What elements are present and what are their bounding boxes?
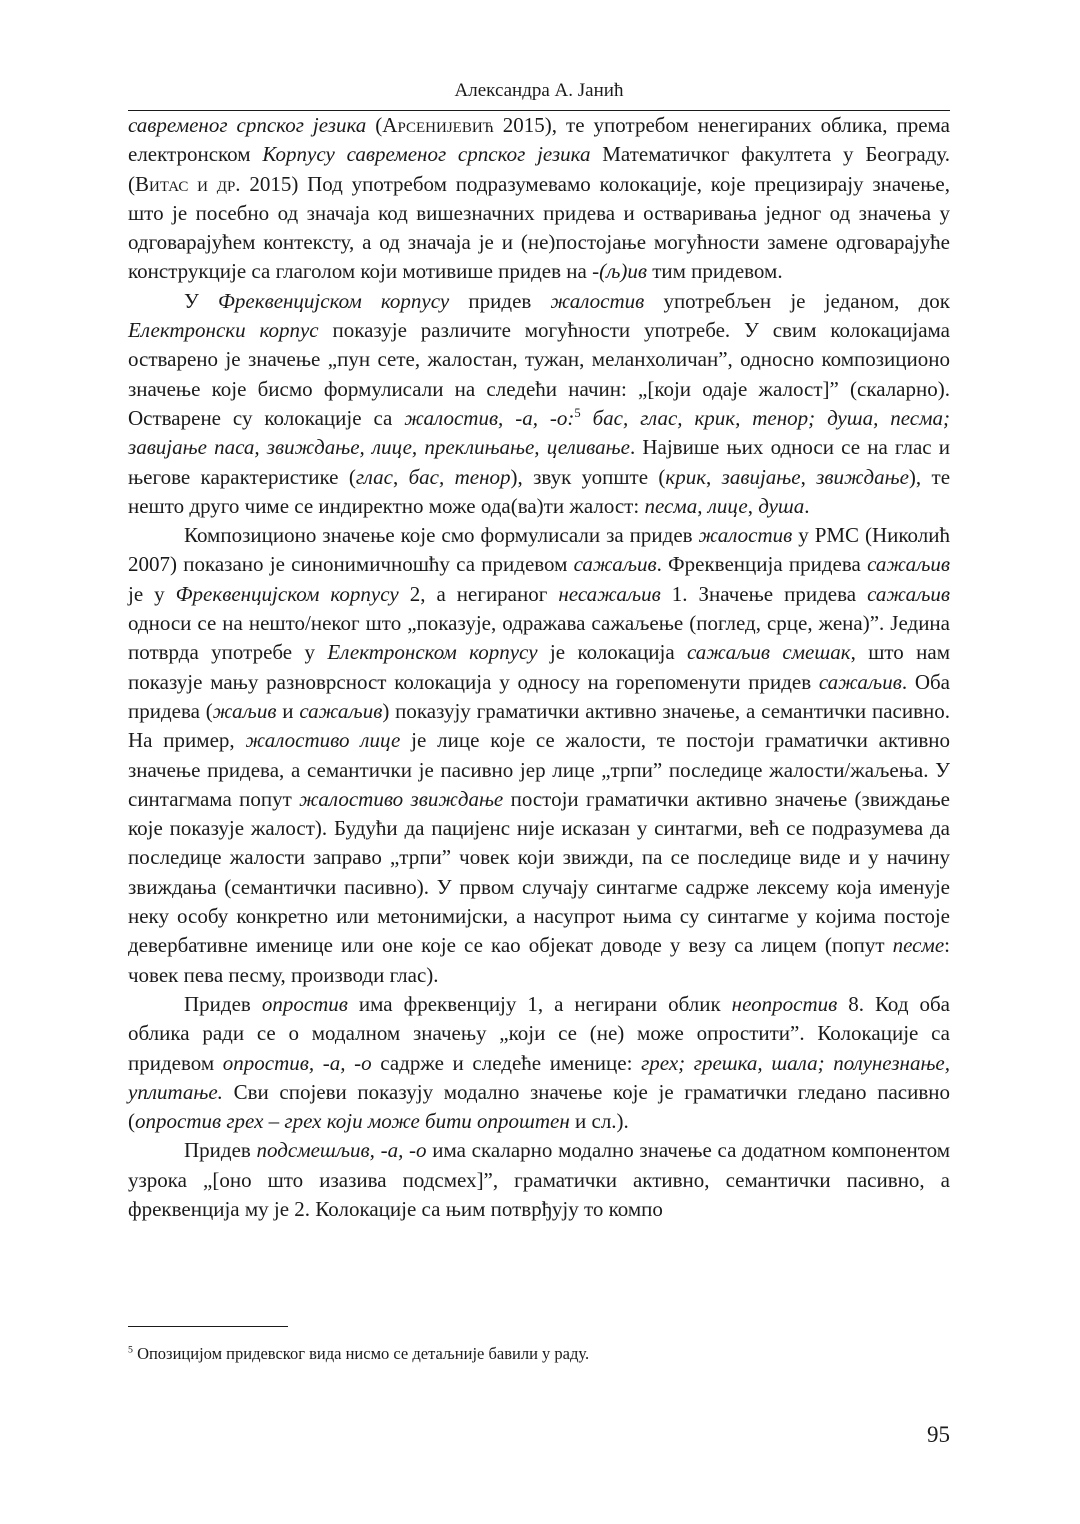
italic-span: жалостиво лице <box>245 728 401 753</box>
italic-span: сажаљив <box>867 552 950 577</box>
text-span: тим придевом. <box>646 259 783 284</box>
italic-span: опростив, -а, -о <box>222 1050 372 1075</box>
italic-span: лице <box>707 493 748 518</box>
italic-span: -(љ)ив <box>592 259 647 284</box>
text-span: Композиционо значење које смо формулисали за придев <box>184 523 699 548</box>
italic-span: грех; грешка, шала; полунезнање, уплитање. <box>128 1050 950 1104</box>
text-span: придев <box>449 288 551 313</box>
italic-span: опростив грех – грех који може бити опроштен <box>135 1109 570 1134</box>
paragraph-5 <box>128 1136 950 1224</box>
text-span: , <box>747 493 759 518</box>
italic-span: опростив <box>261 991 348 1016</box>
author-citation: Витас и др. <box>135 171 241 196</box>
italic-span: песма <box>644 493 698 518</box>
italic-span: завијање <box>721 464 801 489</box>
text-span: 2015), те употребом ненегираних облика, према електронском <box>128 113 950 167</box>
paragraph-2 <box>128 287 950 521</box>
text-span: : човек пева песму, производи глас). <box>128 933 950 987</box>
text-span: . Оба придева ( <box>128 669 950 723</box>
italic-span: подсмешљив, -а, -о <box>256 1138 427 1163</box>
italic-span: душа <box>758 493 805 518</box>
italic-span: сажаљив <box>573 552 657 577</box>
italic-span: Електронском корпусу <box>327 640 538 665</box>
text-span <box>581 406 593 430</box>
text-span: , што нам показује мању разноврсност колокација у односу на горепоменути придев <box>128 640 951 694</box>
text-span: Сви спојеви показују модално значење које је граматички гледано пасивно ( <box>128 1079 950 1134</box>
text-span: је лице које се жалости, те постоји граматички активно значење придева, а семантички је пасивно јер лице „трпи” последице жалости/жаљења. У синтагмама попут <box>128 728 950 811</box>
text-span: , <box>393 464 409 489</box>
paragraph-3 <box>128 521 950 990</box>
italic-span: бас, глас, крик, тенор; душа, песма; завијање паса, звиждање, лице, преклињање, целивање <box>128 405 951 460</box>
italic-span: песме <box>892 933 945 958</box>
italic-span: Фреквенцијском корпусу <box>218 288 450 313</box>
text-span: ), те нешто друго чиме се индиректно може ода(ва)ти жалост: <box>128 464 951 518</box>
text-span: , <box>697 493 708 518</box>
italic-span: неопростив <box>731 991 838 1016</box>
text-span: . Највише њих односи се на глас и његове карактеристике ( <box>128 435 951 489</box>
italic-span: Електронски корпус <box>128 318 319 343</box>
text-span: има скаларно модално значење са додатном компонентом узрока „[оно што изазива подсмех]”, граматички активно, семантички пасивно, а фреквенција му је 2. Колокације са њим потврђују то компо <box>128 1138 951 1221</box>
italic-span: жаљив <box>212 698 277 723</box>
italic-span: Корпусу савременог српског језика <box>262 142 591 167</box>
italic-span: сажаљив смешак <box>687 640 851 665</box>
italic-span: жалостив <box>698 523 793 548</box>
footnote-text: Опозицијом придевског вида нисмо се детаљније бавили у раду. <box>132 1344 590 1363</box>
italic-span: глас <box>355 464 393 489</box>
italic-span: Фреквенцијском корпусу <box>175 581 399 606</box>
text-span: Математичког факултета у Београду. ( <box>128 142 950 196</box>
italic-span: : <box>567 405 575 430</box>
text-span: ( <box>366 113 383 137</box>
paragraph-1 <box>128 111 950 287</box>
paragraph-4 <box>128 990 950 1136</box>
text-span: има фреквенцију 1, а негирани облик <box>347 991 732 1016</box>
text-span: и сл.). <box>569 1109 629 1134</box>
footnote-number: 5 <box>128 1344 133 1356</box>
italic-span: крик <box>665 464 707 489</box>
text-span: садрже и следеће именице: <box>371 1050 642 1075</box>
text-span: односи се на нешто/неког што „показује, одражава сажаљење (поглед, срце, жена)”. Јединa потврда употребе у <box>128 611 950 665</box>
italic-span: жалостиво звиждање <box>299 786 504 811</box>
text-span: Придев <box>184 1138 257 1163</box>
text-span: у РМС (Николић 2007) показано је синонимичношћу са придевом <box>128 523 950 577</box>
text-span: 1. Значење придева <box>660 581 868 606</box>
text-span: , <box>800 464 817 489</box>
text-span: 8. Код оба облика ради се о модалном значењу „који се (не) може опростити”. Колокације са придевом <box>128 991 950 1075</box>
text-span: , <box>706 464 722 489</box>
italic-span: савременог српског језика <box>128 113 367 137</box>
footnote-reference[interactable]: 5 <box>574 405 581 420</box>
italic-span: сажаљив <box>818 669 902 694</box>
italic-span: бас, тенор <box>408 464 511 489</box>
italic-span: жалостив, -а, -о <box>404 405 568 430</box>
running-title: Александра А. Јанић <box>454 80 624 101</box>
text-span: је у <box>128 581 176 606</box>
italic-span: звиждање <box>816 464 909 489</box>
text-span: постоји граматички активно значење (звиждање које показује жалост). Будући да пацијенс није исказан у синтагми, већ се подразумева да последице жалости заправо „трпи” човек који звижди, па се последице виде и у начину звиждања (семантички пасивно). У првом случају синтагме садрже лексему која именује неку особу конкретно или метонимијски, а насупрот њима су синтагме у кoјима постоје девербативне именице или оне које се као објекат доводе у везу са лицем (попут <box>128 786 950 958</box>
text-span: . Фреквенција придева <box>656 552 868 577</box>
text-span: употребљен је једаном, док <box>644 288 950 313</box>
text-span: Придев <box>184 991 262 1016</box>
text-span: У <box>184 288 219 313</box>
text-span: ), звук уопште ( <box>510 464 666 489</box>
text-span: показује различите могућности употребе. У свим колокацијама остварено је значење „пун сете, жалостан, тужан, меланхоличан”, односно композиционо значење које бисмо формулисали на следећи начин: „[који одаје жалост]” (скаларно). Остварене су колокације са <box>128 318 950 430</box>
italic-span: сажаљив <box>867 581 950 606</box>
italic-span: несажаљив <box>558 581 661 606</box>
body-text <box>128 111 950 1224</box>
italic-span: сажаљив <box>299 698 383 723</box>
page-number: 95 <box>927 1422 950 1447</box>
italic-span: жалостив <box>550 288 645 313</box>
text-span: . <box>804 493 810 518</box>
text-span: ) показују граматички активно значење, а семантички пасивно. На пример, <box>128 698 951 753</box>
text-span: и <box>276 698 300 723</box>
author-citation: Арсенијевић <box>382 113 494 137</box>
text-span: 2, а негираног <box>398 581 559 606</box>
footnote-rule <box>128 1326 288 1327</box>
text-span: је колокација <box>537 640 688 665</box>
page-content <box>128 76 950 1224</box>
text-span: 2015) Под употребом подразумевамо колокације, које прецизирају значење, што је посебно од значаја код вишезначних придева и остваривања једног од значења у одговарајућем контексту, а од значаја је и (не)постојање могућности замене одговарајуће конструкције са глаголом који мотивише придев на <box>128 171 950 284</box>
footnote <box>128 1342 950 1366</box>
